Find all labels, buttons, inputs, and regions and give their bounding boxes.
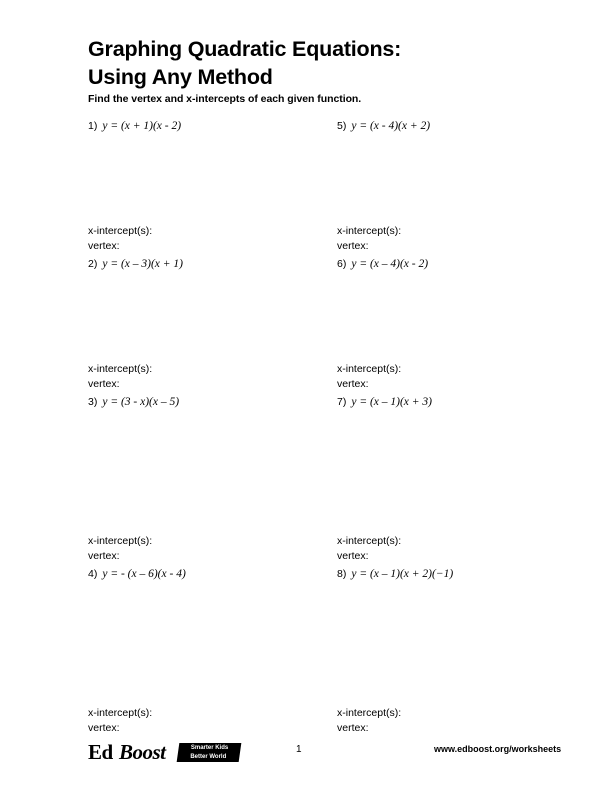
problem-equation: y = - (x – 6)(x - 4) xyxy=(102,568,186,580)
vertex-label: vertex: xyxy=(337,240,369,253)
problem-statement xyxy=(88,396,328,408)
site-url: www.edboost.org/worksheets xyxy=(434,744,562,754)
problems-column-right xyxy=(337,120,577,740)
problem-item xyxy=(88,120,328,258)
problems-column-left xyxy=(88,120,328,740)
problem-item xyxy=(337,396,577,568)
logo-ed-text: Ed xyxy=(88,740,113,764)
x-intercepts-label: x-intercept(s): xyxy=(88,225,153,238)
problem-statement xyxy=(88,258,328,270)
problem-equation: y = (x - 4)(x + 2) xyxy=(351,120,431,132)
problem-statement xyxy=(337,120,577,132)
x-intercepts-label: x-intercept(s): xyxy=(88,535,153,548)
problem-statement xyxy=(337,568,577,580)
logo-tagline xyxy=(177,743,242,762)
problem-number: 1) xyxy=(88,120,98,132)
answer-block xyxy=(88,362,152,392)
answer-block xyxy=(337,534,401,564)
x-intercepts-label: x-intercept(s): xyxy=(88,363,153,376)
edboost-logo xyxy=(88,740,248,766)
answer-block xyxy=(337,362,401,392)
problem-number: 3) xyxy=(88,396,98,408)
logo-boost-text: Boost xyxy=(119,740,166,764)
problem-statement xyxy=(88,120,328,132)
problem-item xyxy=(337,258,577,396)
vertex-label: vertex: xyxy=(88,722,120,735)
problem-item xyxy=(88,258,328,396)
problem-equation: y = (3 - x)(x – 5) xyxy=(102,396,180,408)
problem-equation: y = (x – 4)(x - 2) xyxy=(351,258,429,270)
problem-equation: y = (x – 3)(x + 1) xyxy=(102,258,183,270)
vertex-label: vertex: xyxy=(337,722,369,735)
x-intercepts-label: x-intercept(s): xyxy=(337,363,402,376)
problem-statement xyxy=(88,568,328,580)
vertex-label: vertex: xyxy=(337,550,369,563)
problem-item xyxy=(337,120,577,258)
problem-number: 8) xyxy=(337,568,347,580)
answer-block xyxy=(88,534,152,564)
problem-number: 6) xyxy=(337,258,347,270)
problem-number: 7) xyxy=(337,396,347,408)
x-intercepts-label: x-intercept(s): xyxy=(337,707,402,720)
vertex-label: vertex: xyxy=(337,378,369,391)
x-intercepts-label: x-intercept(s): xyxy=(337,225,402,238)
problem-number: 2) xyxy=(88,258,98,270)
answer-block xyxy=(88,224,152,254)
problem-number: 5) xyxy=(337,120,347,132)
problem-equation: y = (x + 1)(x - 2) xyxy=(102,120,182,132)
logo-tagline-line2: Better World xyxy=(190,754,227,760)
problem-equation: y = (x – 1)(x + 3) xyxy=(351,396,432,408)
page-title-line2: Using Any Method xyxy=(88,64,273,89)
instructions: Find the vertex and x-intercepts of each given function. xyxy=(88,93,362,105)
answer-block xyxy=(337,224,401,254)
problem-number: 4) xyxy=(88,568,98,580)
answer-block xyxy=(337,706,401,736)
problem-statement xyxy=(337,396,577,408)
x-intercepts-label: x-intercept(s): xyxy=(88,707,153,720)
page-title xyxy=(88,36,528,91)
problem-item xyxy=(337,568,577,740)
logo-tagline-line1: Smarter Kids xyxy=(190,745,229,751)
page-number: 1 xyxy=(296,744,302,755)
vertex-label: vertex: xyxy=(88,240,120,253)
answer-block xyxy=(88,706,152,736)
vertex-label: vertex: xyxy=(88,550,120,563)
vertex-label: vertex: xyxy=(88,378,120,391)
problem-statement xyxy=(337,258,577,270)
page-title-line1: Graphing Quadratic Equations: xyxy=(88,37,402,61)
problem-equation: y = (x – 1)(x + 2)(−1) xyxy=(351,568,454,580)
problem-item xyxy=(88,396,328,568)
problem-item xyxy=(88,568,328,740)
x-intercepts-label: x-intercept(s): xyxy=(337,535,402,548)
